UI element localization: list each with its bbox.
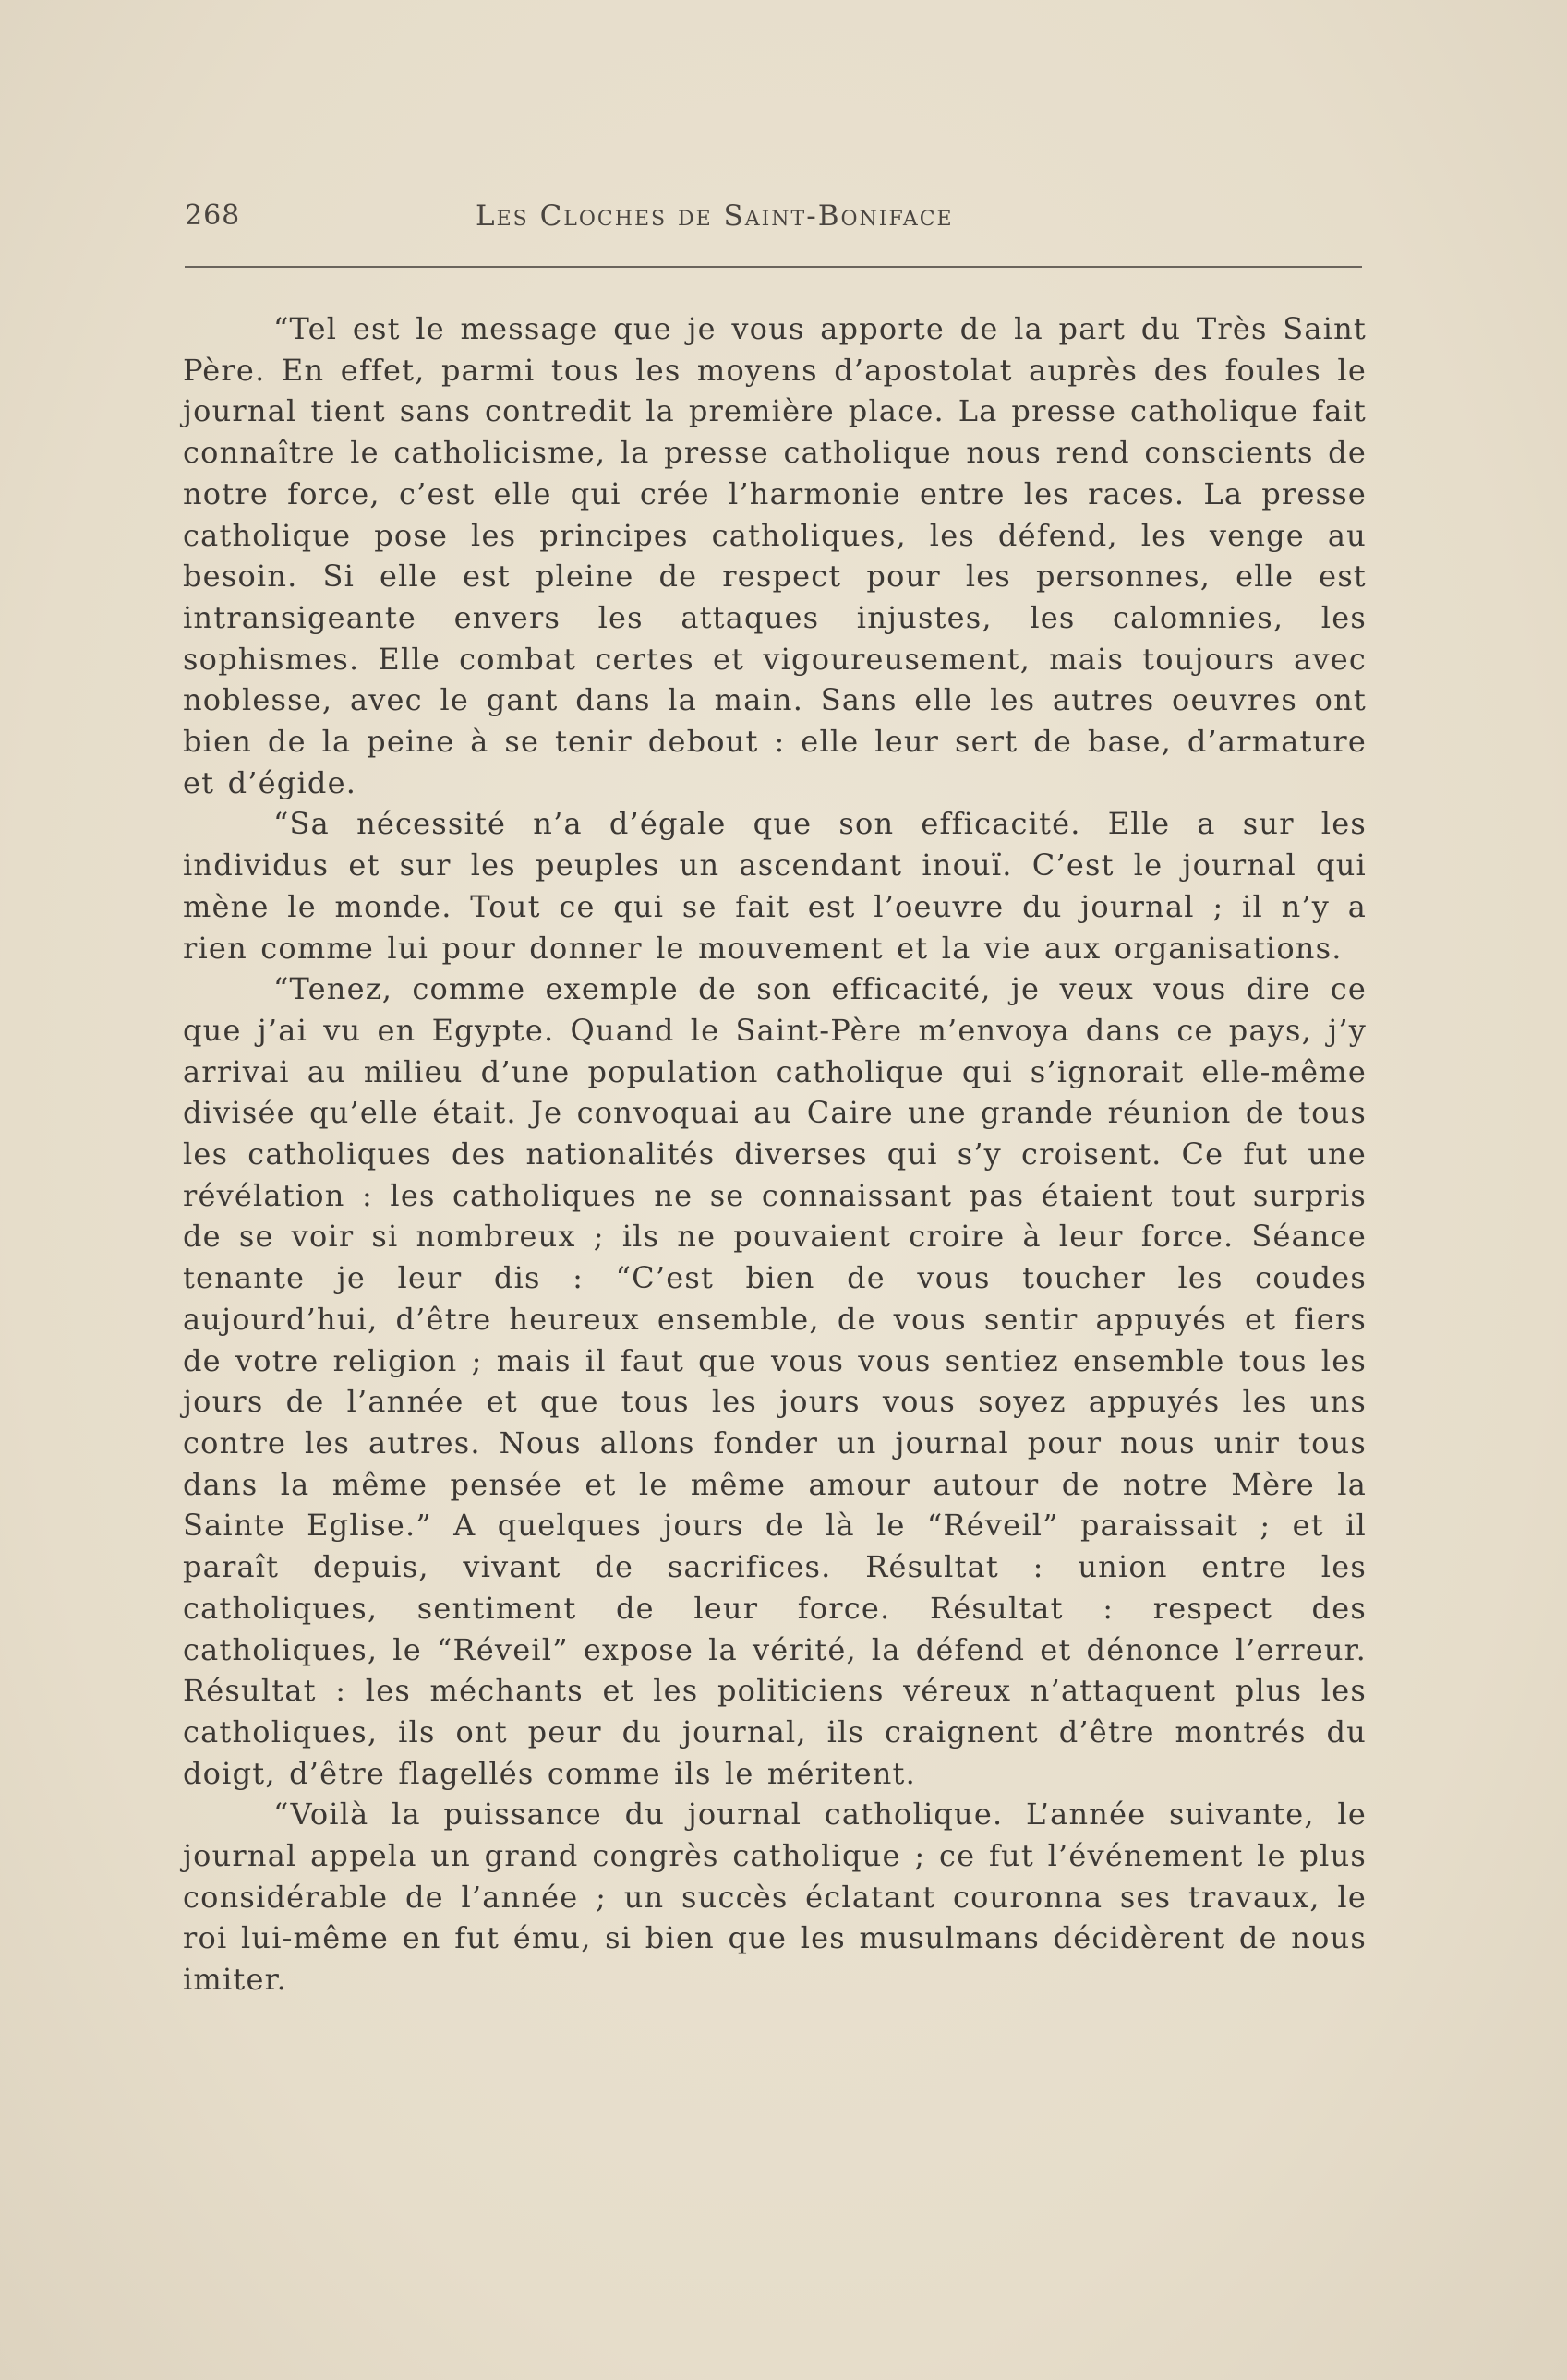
paragraph: “Sa nécessité n’a d’égale que son efficacité. Elle a sur les individus et sur les peuples un ascendant inouï. C’est le journal qui mène le monde. Tout ce qui se fait est l’oeuvre du journal ; il n’y a rien comme lui pour donner le mouvement et la vie aux organisations.	[183, 806, 1367, 966]
page-header	[185, 196, 1362, 251]
running-title: Les Cloches de Saint-Boniface	[476, 199, 954, 233]
body-text	[183, 308, 1367, 2001]
paragraph: “Tel est le message que je vous apporte de la part du Très Saint Père. En effet, parmi tous les moyens d’apostolat auprès des foules le journal tient sans contredit la première place. La presse catholique fait connaître le catholicisme, la presse catholique nous rend conscients de notre force, c’est elle qui crée l’harmonie entre les races. La presse catholique pose les principes catholiques, les défend, les venge au besoin. Si elle est pleine de respect pour les personnes, elle est intransigeante envers les attaques injustes, les calomnies, les sophismes. Elle combat certes et vigoureusement, mais toujours avec noblesse, avec le gant dans la main. Sans elle les autres oeuvres ont bien de la peine à se tenir debout : elle leur sert de base, d’armature et d’égide.	[183, 311, 1367, 800]
page-number: 268	[185, 199, 241, 232]
header-rule	[185, 266, 1362, 268]
paragraph: “Voilà la puissance du journal catholique. L’année suivante, le journal appela un grand congrès catholique ; ce fut l’événement le plus considérable de l’année ; un succès éclatant couronna ses travaux, le roi lui-même en fut ému, si bien que les musulmans décidèrent de nous imiter.	[183, 1797, 1367, 1998]
paragraph: “Tenez, comme exemple de son efficacité, je veux vous dire ce que j’ai vu en Egypte. Quand le Saint-Père m’envoya dans ce pays, j’y arrivai au milieu d’une population catholique qui s’ignorait elle-même divisée qu’elle était. Je convoquai au Caire une grande réunion de tous les catholiques des nationalités diverses qui s’y croisent. Ce fut une révélation : les catholiques ne se connaissant pas étaient tout surpris de se voir si nombreux ; ils ne pouvaient croire à leur force. Séance tenante je leur dis : “C’est bien de vous toucher les coudes aujourd’hui, d’être heureux ensemble, de vous sentir appuyés et fiers de votre religion ; mais il faut que vous vous sentiez ensemble tous les jours de l’année et que tous les jours vous soyez appuyés les uns contre les autres. Nous allons fonder un journal pour nous unir tous dans la même pensée et le même amour autour de notre Mère la Sainte Eglise.” A quelques jours de là le “Réveil” paraissait ; et il paraît depuis, vivant de sacrifices. Résultat : union entre les catholiques, sentiment de leur force. Résultat : respect des catholiques, le “Réveil” expose la vérité, la défend et dénonce l’erreur. Résultat : les méchants et les politiciens véreux n’attaquent plus les catholiques, ils ont peur du journal, ils craignent d’être montrés du doigt, d’être flagellés comme ils le méritent.	[183, 971, 1367, 1791]
